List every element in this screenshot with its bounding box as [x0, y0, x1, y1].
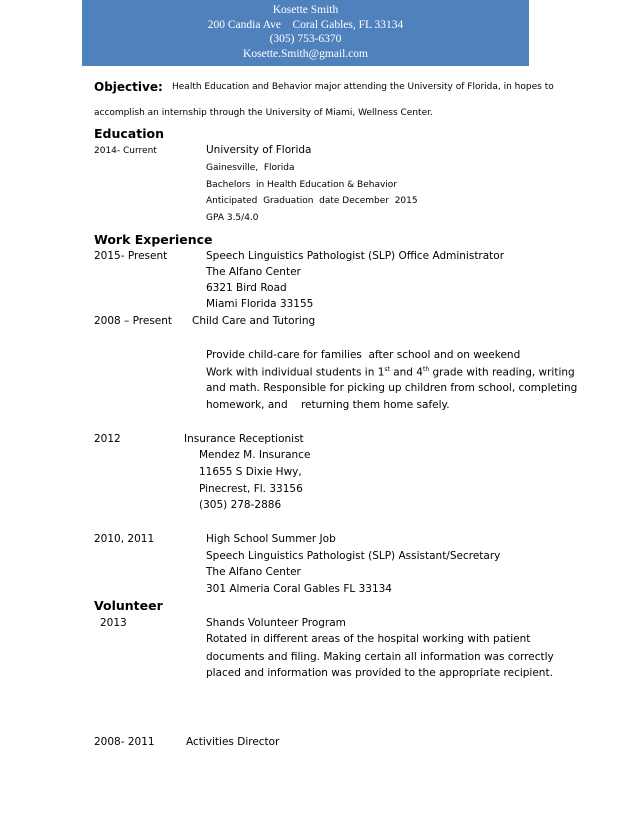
- job-4-line-2: Speech Linguistics Pathologist (SLP) Assistant/Secretary: [206, 550, 501, 562]
- job-1-date: 2015- Present: [94, 250, 168, 262]
- volunteer-line-1: Shands Volunteer Program: [206, 617, 346, 629]
- job-1-line-2: The Alfano Center: [206, 266, 301, 278]
- job-1-line-3: 6321 Bird Road: [206, 282, 287, 294]
- job-4-line-4: 301 Almeria Coral Gables FL 33134: [206, 583, 392, 595]
- job-3-title: Insurance Receptionist: [184, 433, 304, 445]
- education-degree: Bachelors in Health Education & Behavior: [206, 180, 397, 190]
- job-2-title: Child Care and Tutoring: [192, 315, 316, 327]
- job-3-line-1: Mendez M. Insurance: [199, 449, 311, 461]
- volunteer-heading: Volunteer: [94, 598, 163, 613]
- job-1-line-1: Speech Linguistics Pathologist (SLP) Office Administrator: [206, 250, 505, 262]
- job-4-line-1: High School Summer Job: [206, 533, 336, 545]
- objective-label: Objective:: [94, 80, 163, 94]
- applicant-email: Kosette.Smith@gmail.com: [243, 47, 368, 60]
- job-2-line-4: homework, and returning them home safely.: [206, 399, 450, 411]
- volunteer-line-3: documents and filing. Making certain all information was correctly: [206, 651, 554, 663]
- job-3-date: 2012: [94, 433, 121, 445]
- volunteer-date: 2013: [100, 617, 127, 629]
- education-grad-date: Anticipated Graduation date December 2015: [206, 196, 418, 206]
- volunteer-2-date: 2008- 2011: [94, 736, 155, 748]
- work-heading: Work Experience: [94, 232, 213, 247]
- job-2-line-1: Provide child-care for families after school and on weekend: [206, 349, 521, 361]
- job-3-line-4: (305) 278-2886: [199, 499, 282, 511]
- job-2-line-3: and math. Responsible for picking up children from school, completing: [206, 382, 578, 394]
- job-4-date: 2010, 2011: [94, 533, 155, 545]
- education-date: 2014- Current: [94, 146, 157, 156]
- applicant-address: 200 Candia Ave Coral Gables, FL 33134: [207, 18, 404, 31]
- objective-line-2: accomplish an internship through the University of Miami, Wellness Center.: [94, 108, 433, 118]
- education-gpa: GPA 3.5/4.0: [206, 213, 259, 223]
- education-location: Gainesville, Florida: [206, 163, 295, 173]
- job-2-line-2: Work with individual students in 1st and 4th grade with reading, writing: [206, 366, 575, 379]
- applicant-phone: (305) 753-6370: [269, 33, 342, 45]
- education-heading: Education: [94, 126, 164, 141]
- job-4-line-3: The Alfano Center: [206, 566, 301, 578]
- applicant-name: Kosette Smith: [272, 4, 339, 16]
- job-2-date: 2008 – Present: [94, 315, 173, 327]
- volunteer-line-4: placed and information was provided to the appropriate recipient.: [206, 667, 553, 679]
- job-1-line-4: Miami Florida 33155: [206, 298, 314, 310]
- objective-line-1: Health Education and Behavior major attending the University of Florida, in hopes to: [172, 82, 554, 92]
- education-school: University of Florida: [206, 144, 312, 156]
- job-3-line-3: Pinecrest, Fl. 33156: [199, 483, 303, 495]
- job-3-line-2: 11655 S Dixie Hwy,: [199, 466, 302, 478]
- volunteer-line-2: Rotated in different areas of the hospital working with patient: [206, 633, 531, 645]
- volunteer-2-title: Activities Director: [186, 736, 280, 748]
